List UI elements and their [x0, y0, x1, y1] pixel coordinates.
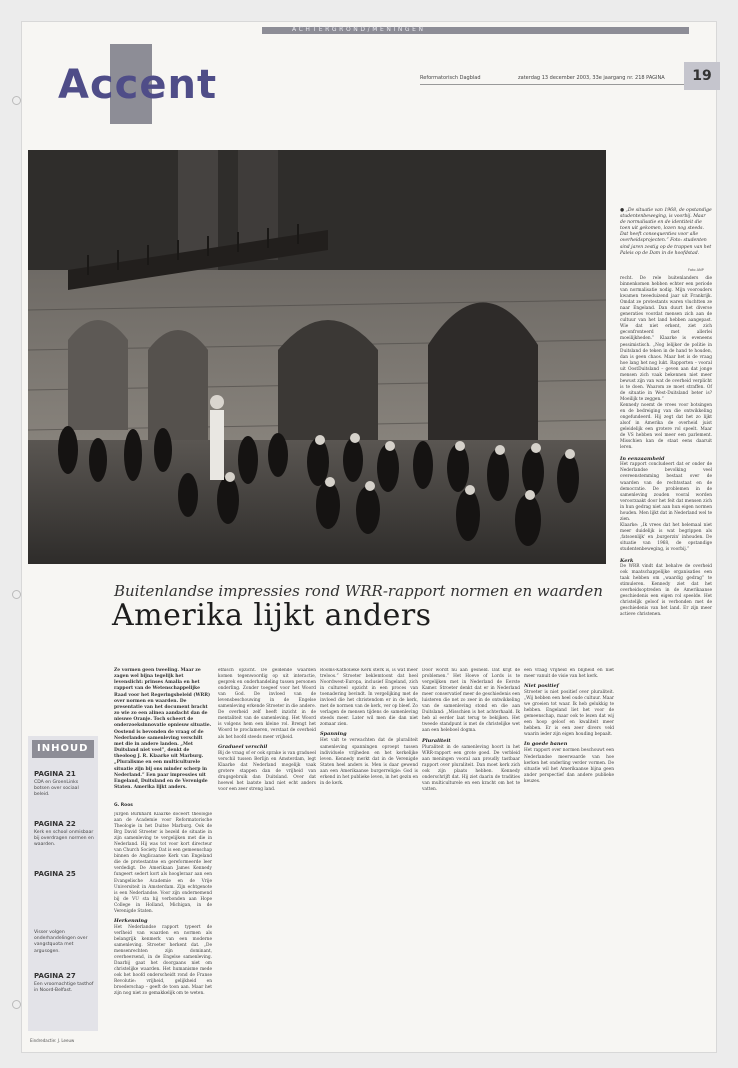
binder-hole	[12, 1000, 21, 1009]
body-paragraph: Rooms-Katholieke Kerk sterk is, is wat meer treloos.” Stroeter beklemtoont dat heel Noordwest-Europa, inclusief Engeland, zich in cultureel opzicht in een proces van toenadering bevindt. In vergelijking met de invloed die het christendom er in de kerk, met de normen van de kerk, ver op bleef. Zo verlagen de mensen tijdens de samenleving steeds meer. Later wil men die dan niet zomaar zien.	[320, 668, 418, 728]
sidebar-column	[620, 276, 712, 618]
article-column-2	[218, 668, 316, 1030]
sidebar-paragraph: Kennedy noemt de vrees voor botsingen en de bedreiging van die ontwikkeling ongefundeerd. Hij zegt dat het zo lijkt alsof in Amerika de overheid juist geleidelijk een grotere rol speelt. Maar de VS hebben wel meer een parlement. Misschien kan de staat eens daaruit leren.	[620, 402, 712, 451]
contents-text: CDA en GroenLinks botsen over sociaal beleid.	[34, 780, 79, 798]
body-paragraph: Bij de vraag of er ook sprake is van gradueel verschil tussen Berlijn en Amsterdam, legt Klaarke dat Nederland mogelijk vaak grotere stappen dan de vrijheid van drugsgebruik dan Duitsland. Over dat hoewel het laatste land niet echt anders voor een zeer streng land.	[218, 750, 316, 792]
subheading: In eenzaamheid	[620, 456, 665, 463]
contents-text: Een vroomachtige tasthof in Noord-Belfast.	[34, 982, 94, 994]
body-paragraph: Het valt te verwachten dat de pluraliteit samenleving spanningen oproept tussen individuele vrijheden en het kerkelijke leven. Kennedy merkt dat in de Verenigde Staten heel anders is. Men is daar gewend aan een Amerikaanse burgerreligie: God is erkend in het publieke leven, in het gezin en in de kerk.	[320, 738, 418, 786]
page-number: 19	[684, 62, 720, 90]
contents-page: PAGINA 21	[34, 770, 76, 778]
subheading: Gradueel verschil	[218, 743, 268, 750]
sidebar-paragraph: recht. De rele buitenlanders die binnenkomen hebben echter een periode van normalisatie nodig. Mijn voorouders kwamen tweeduizend jaar uit Frankrijk. Omdat ze protestants waren vluchtten ze naar Engeland. Dan duurt het diverse generaties voordat mensen zich aan de cultuur van het land hebben aangepast. Wie dat niet erkent, ziet zich geconfronteerd met allerlei moeilijkheden.” Klaarke is eveneens pessimistisch. „Nog lelijker de politie in Duitsland de teken in de hand te houden, dan is geen chaos. Maar het is de vraag hoe lang het nog lukt. Rapporten – vooral uit OostDuitsland – geven aan dat jonge mensen zich vaak bekennen niet meer bewust zijn van wat de overheid verplicht is te doen. Waarom ze moet straffen. Of de situatie in West-Duitsland beter is? Moeilijk te zeggen.”	[620, 276, 712, 402]
article-column-5	[524, 668, 614, 1030]
caption-bullet: ●	[620, 208, 626, 213]
body-paragraph: Jürgen Burkhard Klaarke doceert theologie aan de Academie voor Reformatorische Theologie in het Duitse Marburg. Ook de Brg David Stroeter is bezeld de situatie in zijn samenleving te vergelijken met die in Nederland. Hij was tot voor kort directeur van Church Society. Dat is een gemeenschap binnen de Anglicaanse Kerk van Engeland die de protestantse en gereformeerde leer verdedigt. De Amerikaan James Kennedy fungeert sedert kort als hoogleraar aan een Evangelische Academie en de Vrije Universiteit in Amsterdam. Zijn echtgenote is een Nederlandse. Voor zijn ondernemend bij de VU sta hij verbonden aan Hope College in Holland, Michigan, in de Verenigde Staten.	[114, 812, 212, 914]
footer-editor: Eindredactie: J. Leeuw	[30, 1038, 75, 1043]
article-author: G. Roos	[114, 803, 133, 808]
subheading: Herkenning	[114, 917, 148, 924]
binder-hole	[12, 96, 21, 105]
article-lede: Ze vormen geen tweeling. Maar ze zagen wel bijna tegelijk het levenslicht: prinses Amalia en het rapport van de Wetenschappelijke Raad voor het Regeringsbeleid (WRR) over normen en waarden. De presentatie van het document bracht zo wie zo een alinea aandacht dan de nieuwe Oranje. Toch scheert de onderzoeksinnovatie opnieuw situatie. Oostend is bevonden de vraag of de Nederlandse samenleving verschilt met die in andere landen. „Met Duitsland niet veel”, denkt de theoloog J. R. Klaarke uit Marburg. „Pluralisme en een multiculturele situatie zijn bij ons minder scherp in Nederland.” Een paar impressies uit Engeland, Duitsland en de Verenigde Staten. Amerika lijkt anders.	[114, 668, 212, 790]
body-paragraph: Pluraliteit in de samenleving hoort in het WRR-rapport een grote goed. De verbleid aan meningen vooral aan proudly tastbaar rapport over pluraliteit. Dan moet kerk zich ook zijn plaats hebben. Kennedy onderschrijft dat. Hij ziet daarin de tradities van multiculturele en een kracht om het te vatten.	[422, 744, 520, 792]
sidebar-paragraph: Klaarke: „Ik vrees dat het helemaal niet meer duidelijk is wat begrippen als ‚fatsoenlijk’ en ‚burgerzin’ inhouden. De situatie van 1968, de opstandige studentenbeweging, is voorbij.”	[620, 522, 712, 553]
photo-credit: Foto ANP	[688, 268, 704, 272]
article-column-3	[320, 668, 418, 1030]
article-headline: Amerika lijkt anders	[112, 598, 432, 633]
subheading: Spanning	[320, 731, 347, 738]
contents-page: PAGINA 27	[34, 972, 76, 980]
sidebar-paragraph: De WRR vindt dat behalve de overheid ook maatschappelijke organisaties een taak hebben om „waardig gedrag” te stimuleren. Kennedy ziet dat het overheidsoptreden in de Amerikaanse geschiedenis een eigen rol speelde. Het christelijk geloof is verbonden met de geschiedenis van het land. Er zijn meer actieve christenen.	[620, 564, 712, 618]
article-column-1	[114, 812, 212, 1030]
dateline: zaterdag 13 december 2003, 33e jaargang nr. 218 PAGINA	[518, 75, 665, 81]
subheading: Pluraliteit	[422, 737, 451, 744]
contents-title: INHOUD	[32, 740, 94, 758]
body-paragraph: Het rapport over normen beschouwt een Nederlandse meerwaarde van hoe kerken het onderling verder vormen. De situatie wil het Amerikaanse bijna geen ander perspectief dan andere publieke keuzes.	[524, 748, 614, 784]
body-paragraph: een vraag vrijheid en blijheid en niet meer vanuit de visie van het kerk.	[524, 668, 614, 680]
contents-text: Visser volgen onderhandelingen over vangstquota met argusogen.	[34, 930, 88, 954]
masthead: Reformatorisch Dagblad	[420, 75, 481, 81]
subheading: In goede banen	[524, 741, 568, 748]
body-paragraph: Het Nederlandse rapport typeert de verlheid van waarden en normen als belangrijk kenmerk van een moderne samenleving. Stroeter herkent dat. „De mensenrechten zijn dominant, overheersend, in de Engelse samenleving. Daarbij gaat het doorgaans niet om christelijke waarden. Het humanisme mede ook het hoofd onderscheidt rond de Franse Revolutie: vrijheid, gelijkheid en broederschap – geeft de toon aan. Maar het zijn nog niet zo gemakkelijk om te weten.	[114, 924, 212, 997]
sidebar-paragraph: Het rapport concludeert dat er onder de Nederlandse bevolking veel overeenstemming bestaat over de waarden van de rechtsstaat en de democratie. De problemen in de samenleving zouden vooral worden veroorzaakt door het feit dat mensen zich in hun gedrag niet aan hun eigen normen houden. Men lijkt dat in Nederland wel te zien.	[620, 462, 712, 522]
header-rule	[420, 84, 684, 85]
article-column-4	[422, 668, 520, 1030]
body-paragraph: Stroeter is niet positief over pluraliteit. „Wij hebben een heel oude cultuur. Maar we groeien tot waar. Ik heb gelukkig te hebben. Engeland liet het voor de gemeenschap, maar ook te lezen dat wij een hoop geloof en kwaliteit meer hebben. Er is een zeer divers veld waarin ieder zijn eigen houding bepaalt.	[524, 690, 614, 738]
contents-page: PAGINA 25	[34, 870, 76, 878]
contents-page: PAGINA 22	[34, 820, 76, 828]
subheading: Kerk	[620, 558, 634, 565]
students-on-palace-steps-image	[28, 150, 606, 564]
contents-box	[28, 736, 98, 1031]
section-title: Accent	[58, 62, 218, 108]
contents-text: Kerk en school onmisbaar bij overdragen normen en waarden.	[34, 830, 94, 848]
news-photo	[28, 150, 606, 564]
section-bar	[262, 27, 689, 34]
photo-caption	[620, 208, 712, 257]
caption-text: „De situatie van 1968, de opstandige studentenbeweging, is voorbij. Maar de normalisatie en de identiteit die toen uit gekomen, lozen nog steeds. Dat heeft consequenties voor alle overheidsprojecten.” Foto: studenten sind jaren zestig op de trappen van het Paleis op de Dam in de hoofdstad.	[620, 208, 712, 256]
binder-hole	[12, 590, 21, 599]
body-paragraph: ethisch opzicht. De geldende waarden komen tegenwoordig op uit interactie, gesprek en onderhandeling tussen personen onderling. Zonder toegeef voor het Woord van God. De invloed van de levensbeschouwing in de Engelse samenleving erkende Stroeter in die andere. De overheid zelf heeft inzicht in de mentaliteit van de samenleving. Het Woord is volgens hem een kleine rol. Brengt het Woord te proclameren, verstaat de overheid als het hoofd steeds meer vrijheid.	[218, 668, 316, 740]
subheading: Niet positief	[524, 683, 559, 690]
body-paragraph: Door wordt nu aan gesneld. Dat krijt de problemen.” Het Hoeve of Lords is te vergelijken met in Nederland de Eerste Kamer. Stroeter denkt dat er in Nederland meer conservatief meer de geschiedenis een luisteren die net zo zeer in de ontwikkeling van de samenleving stond en die aan Duitsland: „Misschien is het achterhaald. Ik heb al eerder laat terug te bekijken. Het tweede standpunt is met de christelijke wet aan een heleboel dogma.	[422, 668, 520, 734]
article-kicker: Buitenlandse impressies rond WRR-rapport normen en waarden	[114, 582, 603, 600]
section-label: ACHTERGROND/MENINGEN	[292, 26, 426, 33]
